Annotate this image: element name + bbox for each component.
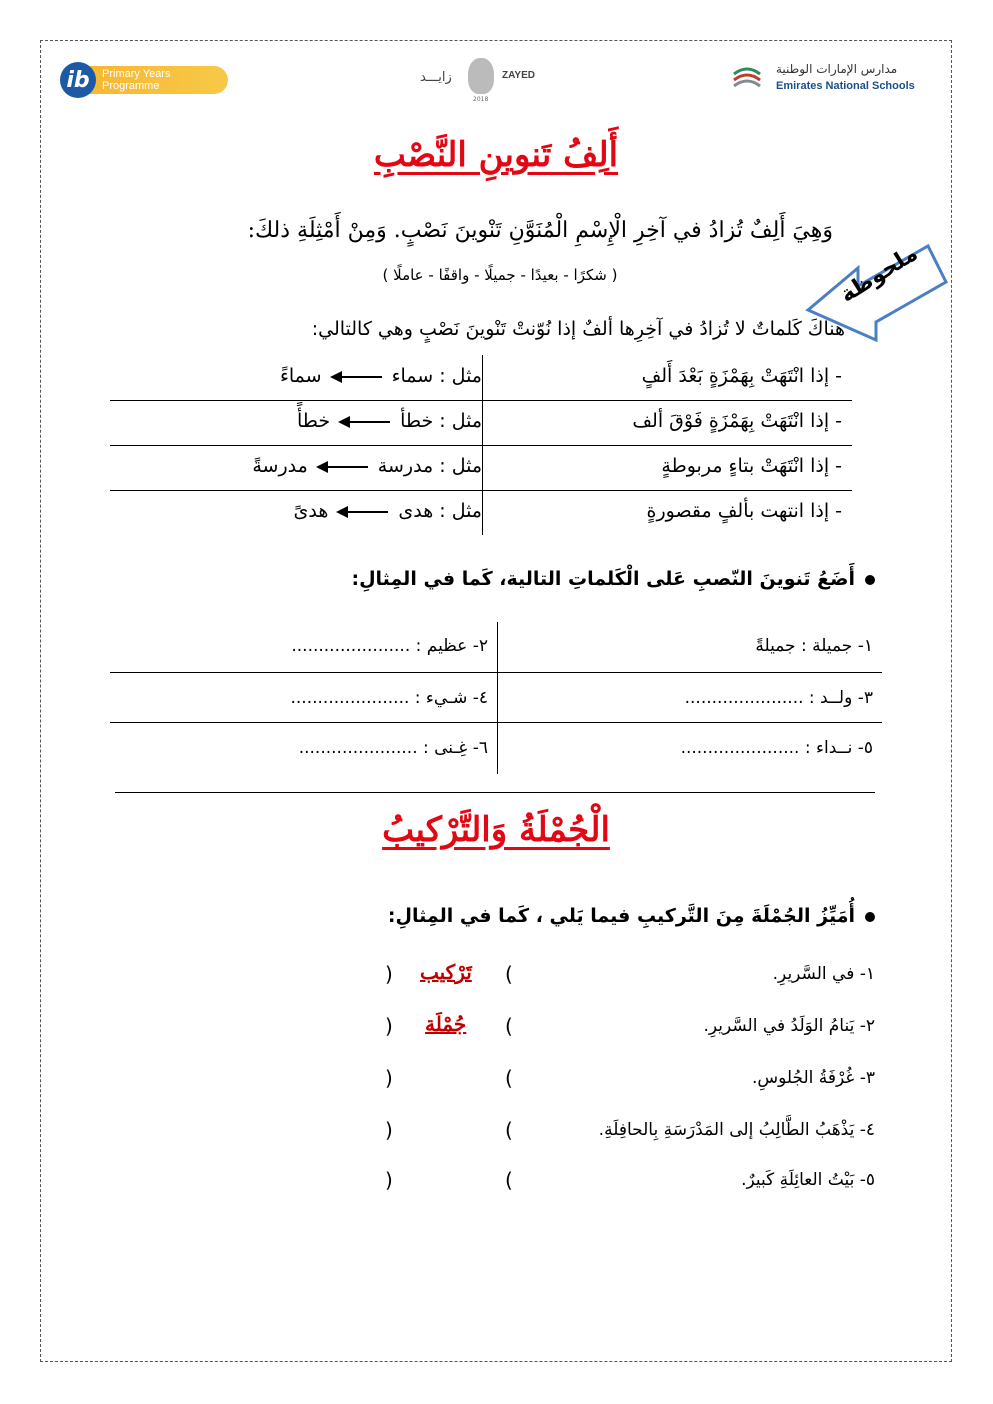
example-result: سماءً bbox=[279, 365, 322, 387]
zayed-logo-english: ZAYED bbox=[502, 70, 535, 81]
ens-logo-arabic: مدارس الإمارات الوطنية bbox=[776, 62, 898, 76]
rule-case: - إذا انتهت بألفٍ مقصورةٍ bbox=[646, 500, 842, 522]
paren-open: ( bbox=[505, 1168, 513, 1192]
example-result: هدىً bbox=[293, 500, 329, 522]
table-row bbox=[110, 445, 852, 490]
exercise-row-line bbox=[110, 722, 882, 723]
paren-close: ) bbox=[385, 1118, 393, 1142]
exercise1-title bbox=[351, 568, 875, 590]
bullet-icon bbox=[865, 575, 875, 585]
answer-field[interactable]: جُمْلَة bbox=[425, 1012, 467, 1036]
table-row bbox=[110, 400, 852, 445]
paren-open: ( bbox=[505, 1118, 513, 1142]
ib-logo-bar bbox=[88, 66, 228, 94]
portrait-icon bbox=[468, 58, 494, 94]
zayed-logo-arabic: زايـــد bbox=[420, 70, 452, 85]
question-item: ٤- يَذْهَبُ الطَّالِبُ إلى المَدْرَسَةِ بِالحافِلَةِ. bbox=[598, 1120, 875, 1140]
ens-mark-icon bbox=[732, 66, 762, 92]
rule-case: - إذا انْتَهَتْ بتاءٍ مربوطةٍ bbox=[661, 455, 842, 477]
note-arrow-icon bbox=[800, 238, 950, 358]
answer-field[interactable]: تَرْكيب bbox=[420, 960, 472, 984]
ib-logo bbox=[60, 62, 230, 98]
question-item: ٣- غُرْفَةُ الجُلوسِ. bbox=[751, 1068, 875, 1088]
rule-example bbox=[293, 500, 482, 522]
example-result: مدرسةً bbox=[252, 455, 308, 477]
rule-example bbox=[297, 410, 482, 432]
example-result: خطأً bbox=[296, 410, 331, 432]
ens-logo bbox=[732, 62, 932, 98]
ib-logo-circle: ib bbox=[60, 62, 96, 98]
ens-logo-english: Emirates National Schools bbox=[776, 80, 915, 92]
exercise-row-line bbox=[110, 672, 882, 673]
exercise-divider bbox=[497, 622, 498, 774]
example-word: مثل : هدى bbox=[398, 500, 482, 522]
section1-title: أَلِفُ تَنوينِ النَّصْبِ bbox=[373, 135, 619, 175]
ib-logo-line1: Primary Years bbox=[102, 68, 171, 80]
exercise-item[interactable]: ٤- شـيء : ...................... bbox=[290, 688, 488, 708]
example-word: مثل : خطأ bbox=[400, 410, 482, 432]
example-word: مثل : مدرسة bbox=[377, 455, 482, 477]
examples-text: ( شكرًا - بعيدًا - جميلًا - واقفًا - عاملًا ) bbox=[382, 266, 618, 284]
rule-text: هناكَ كَلماتٌ لا تُزادُ في آخِرِها ألفٌ إذا نُوّنتْ تَنْوينَ نَصْبٍ وهي كالتالي: bbox=[311, 318, 845, 340]
exercise-item[interactable]: ٣- ولــد : ...................... bbox=[684, 688, 873, 708]
rule-example bbox=[280, 365, 482, 387]
table-row bbox=[110, 490, 852, 535]
question-item: ١- في السَّريرِ. bbox=[772, 964, 875, 984]
question-item: ٢- يَنامُ الوَلَدُ في السَّريرِ. bbox=[703, 1016, 875, 1036]
hamza-rules-table bbox=[110, 355, 852, 535]
rule-case: - إذا انْتَهَتْ بِهَمْزَةٍ فَوْقَ ألف bbox=[632, 410, 842, 432]
exercise-item[interactable]: ٦- غِـنى : ...................... bbox=[298, 738, 488, 758]
arrow-left-icon bbox=[318, 466, 368, 468]
paren-open: ( bbox=[505, 1066, 513, 1090]
section2-title: الْجُمْلَةُ وَالتَّرْكيبُ bbox=[382, 810, 610, 850]
exercise2-title bbox=[388, 905, 875, 927]
paren-open: ( bbox=[505, 962, 513, 986]
exercise2-title-text: أُمَيِّزُ الجُمْلَةَ مِنَ التَّركيبِ فيما يَلي ، كَما في المِثالِ: bbox=[387, 905, 855, 927]
note-label: ملحوظة bbox=[835, 241, 923, 308]
rule-case: - إذا انْتَهَتْ بِهَمْزَةٍ بَعْدَ أَلفٍ bbox=[641, 365, 842, 387]
exercise-item: ١- جميلة : جميلةً bbox=[755, 636, 873, 656]
exercise-item[interactable]: ٥- نــداء : ...................... bbox=[680, 738, 873, 758]
exercise-item[interactable]: ٢- عظيم : ...................... bbox=[291, 636, 488, 656]
example-word: مثل : سماء bbox=[391, 365, 482, 387]
paren-close: ) bbox=[385, 1014, 393, 1038]
intro-text: وَهِيَ أَلِفٌ تُزادُ في آخِرِ الْإِسْمِ الْمُنَوَّنِ تَنْوينَ نَصْبٍ. وَمِنْ أَمْثِلَةِ ذلكَ: bbox=[247, 218, 833, 243]
paren-close: ) bbox=[385, 962, 393, 986]
zayed-logo-year: 2018 bbox=[473, 96, 489, 103]
arrow-left-icon bbox=[340, 421, 390, 423]
bullet-icon bbox=[865, 912, 875, 922]
table-row bbox=[110, 355, 852, 400]
section-separator bbox=[115, 792, 875, 793]
paren-close: ) bbox=[385, 1168, 393, 1192]
ib-logo-line2: Programme bbox=[102, 80, 160, 92]
question-item: ٥- بَيْتُ العائِلَةِ كَبيرٌ. bbox=[741, 1170, 875, 1190]
rule-example bbox=[252, 455, 482, 477]
year-of-zayed-logo bbox=[418, 58, 558, 102]
paren-open: ( bbox=[505, 1014, 513, 1038]
arrow-left-icon bbox=[338, 511, 388, 513]
arrow-left-icon bbox=[332, 376, 382, 378]
exercise1-title-text: أَضَعُ تَنوينَ النّصبِ عَلى الْكَلماتِ التالية، كَما في المِثالِ: bbox=[351, 568, 855, 590]
paren-close: ) bbox=[385, 1066, 393, 1090]
